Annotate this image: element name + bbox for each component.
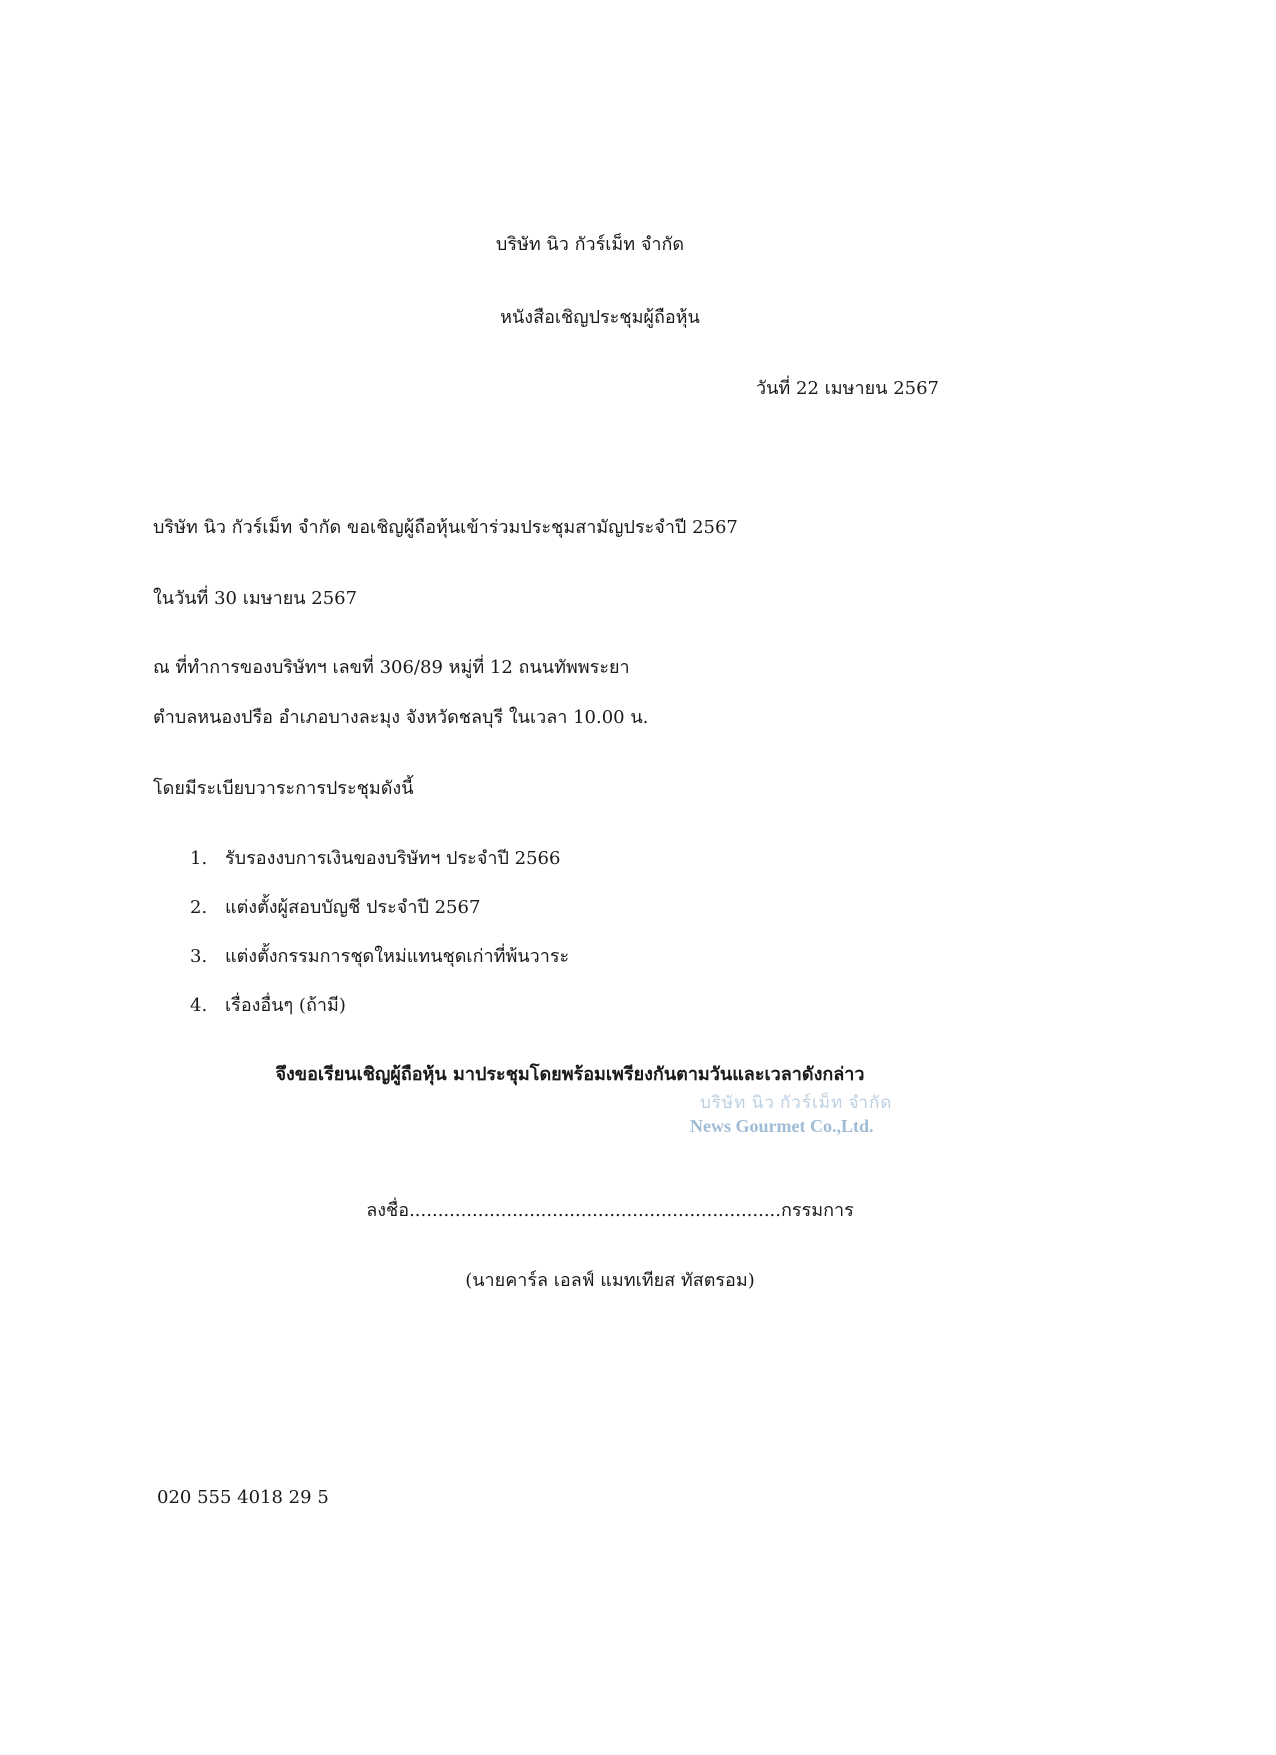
agenda-text: แต่งตั้งกรรมการชุดใหม่แทนชุดเก่าที่พ้นวาระ [225, 946, 570, 967]
agenda-item [190, 846, 569, 895]
document-title: หนังสือเชิญประชุมผู้ถือหุ้น [500, 307, 700, 328]
invitation-paragraph: บริษัท นิว กัวร์เม็ท จำกัด ขอเชิญผู้ถือหุ้นเข้าร่วมประชุมสามัญประจำปี 2567 [153, 517, 738, 538]
agenda-text: รับรองงบการเงินของบริษัทฯ ประจำปี 2566 [225, 848, 561, 869]
stamp-english-text: News Gourmet Co.,Ltd. [690, 1116, 874, 1136]
signature-line: ลงชื่อ.................................................................กรรมการ [366, 1200, 854, 1221]
meeting-address-line1: ณ ที่ทำการของบริษัทฯ เลขที่ 306/89 หมู่ที่ 12 ถนนทัพพระยา [153, 657, 630, 678]
agenda-number: 3. [190, 946, 208, 967]
registration-number: 020 555 4018 29 5 [157, 1487, 329, 1508]
agenda-item [190, 944, 569, 993]
meeting-date: ในวันที่ 30 เมษายน 2567 [153, 588, 358, 609]
meeting-address-line2: ตำบลหนองปรือ อำเภอบางละมุง จังหวัดชลบุรี ในเวลา 10.00 น. [153, 707, 649, 728]
stamp-thai-text: บริษัท นิว กัวร์เม็ท จำกัด [700, 1093, 893, 1112]
agenda-item [190, 993, 569, 1042]
agenda-text: แต่งตั้งผู้สอบบัญชี ประจำปี 2567 [225, 897, 481, 918]
signatory-name: (นายคาร์ล เอลฟ์ แมทเทียส ทัสตรอม) [465, 1270, 755, 1291]
agenda-item [190, 895, 569, 944]
company-stamp [690, 1092, 892, 1138]
agenda-number: 4. [190, 995, 208, 1016]
agenda-list [190, 846, 569, 1042]
agenda-text: เรื่องอื่นๆ (ถ้ามี) [225, 995, 346, 1016]
agenda-intro: โดยมีระเบียบวาระการประชุมดังนี้ [153, 778, 414, 799]
company-name: บริษัท นิว กัวร์เม็ท จำกัด [495, 234, 685, 255]
agenda-number: 2. [190, 897, 208, 918]
closing-sentence: จึงขอเรียนเชิญผู้ถือหุ้น มาประชุมโดยพร้อมเพรียงกันตามวันและเวลาดังกล่าว [275, 1064, 865, 1085]
document-date: วันที่ 22 เมษายน 2567 [756, 378, 939, 399]
agenda-number: 1. [190, 848, 208, 869]
